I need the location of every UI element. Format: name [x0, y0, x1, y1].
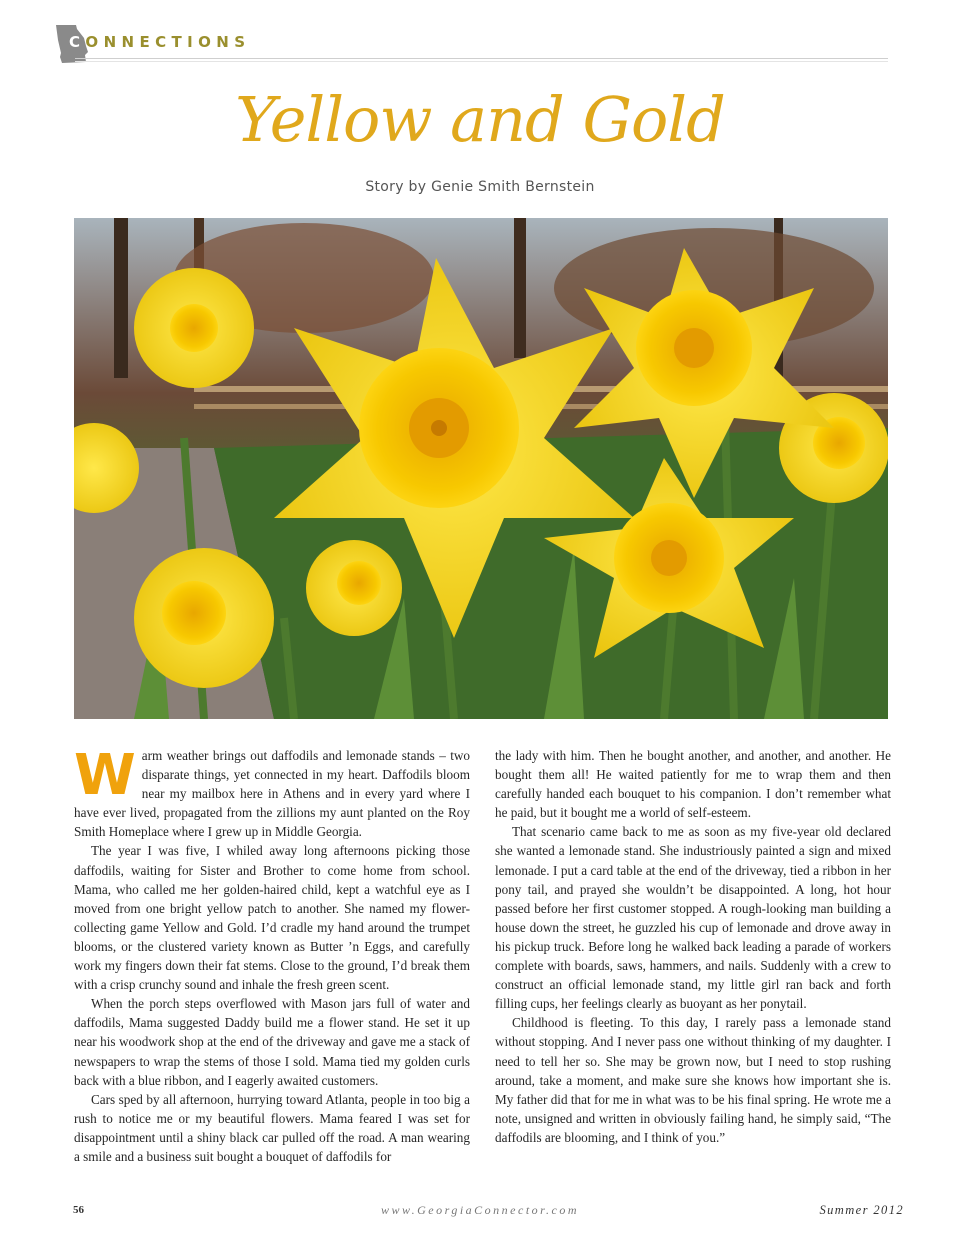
article-paragraph: the lady with him. Then he bought another, and another, and another. He bought them all! He waited patiently for me to wrap them and then carefully handed each bouquet to his companion. I don’t remember what he paid, but it bought me a world of self-esteem. — [495, 748, 891, 821]
header-rule — [75, 58, 888, 59]
daffodils-photo — [74, 218, 888, 719]
article-title: Yellow and Gold — [235, 83, 725, 156]
article-paragraph: That scenario came back to me as soon as my five-year old declared she wanted a lemonade stand. She industriously painted a sign and mixed lemonade. I put a card table at the end of the driveway, tied a ribbon in her pony tail, and prayed she wouldn’t be disappointed. A long, hot hour passed before her first customer stopped. A rough-looking man building a house down the street, he guzzled his cup of lemonade and drove away in his pickup truck. Before long he walked back leading a parade of workers complete with boards, saws, hammers, and nails. Suddenly with a crew to construct an official lemonade stand, my little girl ran back and forth filling cups, her feelings clearly as buoyant as her ponytail. — [495, 824, 891, 1012]
issue-label: Summer 2012 — [819, 1203, 904, 1217]
article-paragraph: The year I was five, I whiled away long afternoons picking those daffodils, waiting for Sister and Brother to come home from school. Mama, who called me her golden-haired child, kept a watchful eye as I moved from one bright yellow patch to another. She named my flower-collecting game Yellow and Gold. I’d cradle my hand around the trumpet blooms, or the clustered variety known as Butter ’n Eggs, and carefully work my fingers down their fat stems. Close to the ground, I’d break them with a crisp crunchy sound and inhale the fresh green scent. — [74, 843, 470, 993]
section-label: CONNECTIONS — [69, 33, 251, 51]
article-column-right — [495, 746, 891, 1147]
article-column-left — [74, 743, 470, 1166]
article-paragraph: When the porch steps overflowed with Mason jars full of water and daffodils, Mama suggested Daddy build me a flower stand. He set it up near his woodwork shop at the end of the driveway and gave me a stack of newspapers to wrap the stems of those I sold. Mama tied my golden curls back with a blue ribbon, and I eagerly awaited customers. — [74, 996, 470, 1088]
article-paragraph: Warm weather brings out daffodils and lemonade stands – two disparate things, yet connected in my heart. Daffodils bloom near my mailbox here in Athens and in every yard where I have ever lived, propagated from the zillions my aunt planted on the Roy Smith Homeplace where I grew up in Middle Georgia. — [74, 743, 470, 840]
article-paragraph: Cars sped by all afternoon, hurrying toward Atlanta, people in too big a rush to notice me or my beautiful flowers. Mama feared I was set for disappointment until a shiny black car pulled off the road. A man wearing a smile and a business suit bought a bouquet of daffodils for — [74, 1091, 470, 1164]
header-rule-secondary — [75, 61, 888, 62]
article-paragraph: Childhood is fleeting. To this day, I rarely pass a lemonade stand without stopping. And I never pass one without thinking of my daughter. I need to tell her so. She may be grown now, but I need to stop rushing around, take a moment, and make sure she knows how important she is. My father did that for me in what was to be his final spring. He wrote me a note, unsigned and written in obviously failing hand, he simply said, “The daffodils are blooming, and I think of you.” — [495, 1015, 891, 1145]
page-number: 56 — [73, 1204, 84, 1216]
drop-cap: W — [74, 743, 136, 808]
article-byline: Story by Genie Smith Bernstein — [365, 179, 595, 195]
website-url: www.GeorgiaConnector.com — [381, 1203, 579, 1217]
